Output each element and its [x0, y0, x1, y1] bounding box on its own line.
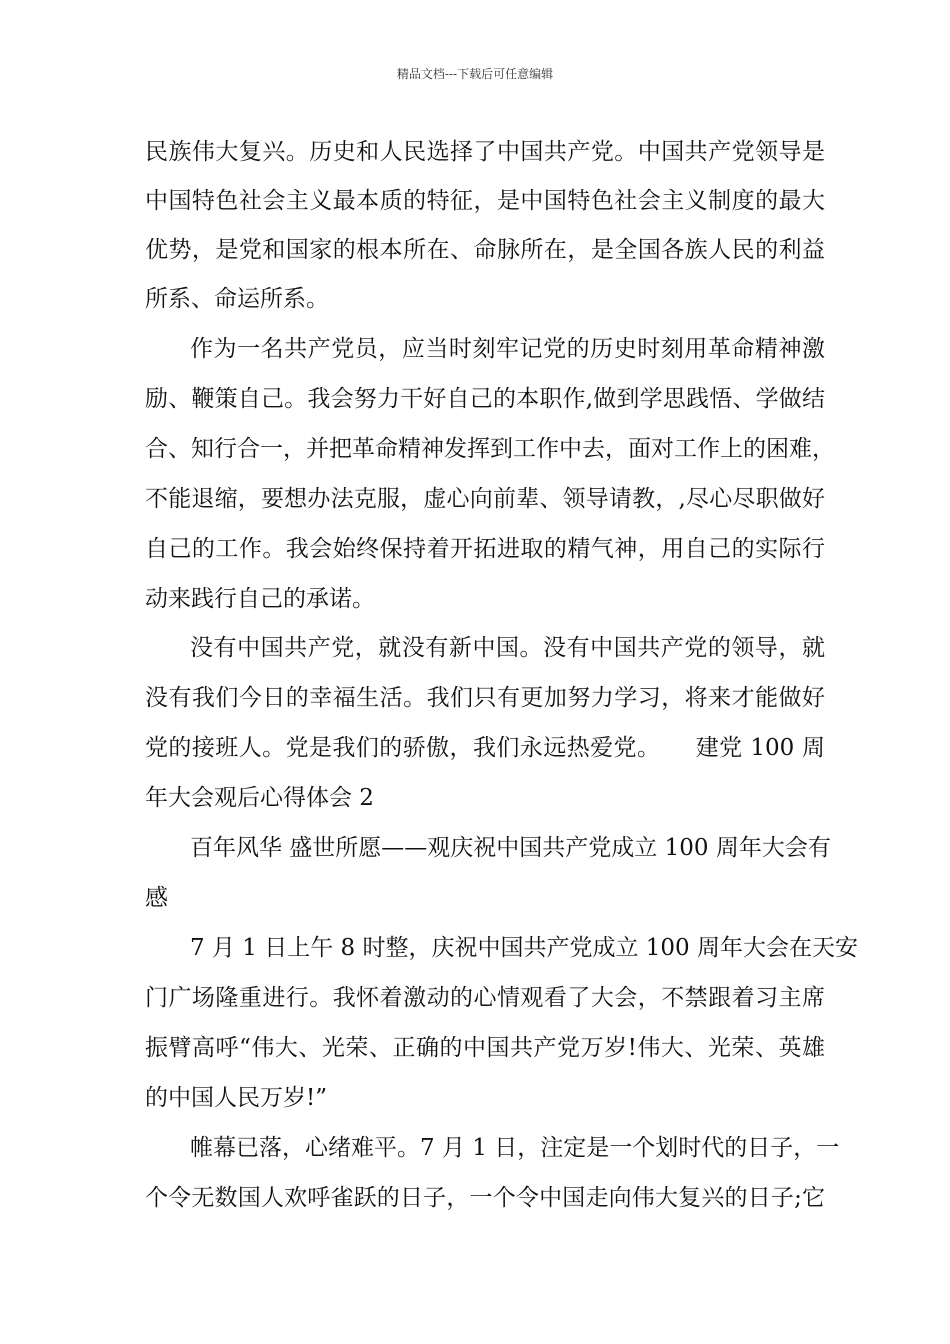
- text-line: 的中国人民万岁!”: [145, 1085, 328, 1111]
- text-line: 励、鞭策自己。我会努力干好自己的本职作,做到学思践悟、学做结: [145, 386, 825, 412]
- text-line: 优势，是党和国家的根本所在、命脉所在，是全国各族人民的利益: [145, 237, 825, 263]
- text-line: 没有我们今日的幸福生活。我们只有更加努力学习，将来才能做好: [145, 685, 825, 711]
- text-line: 党的接班人。党是我们的骄傲，我们永远热爱党。 建党 100 周: [145, 735, 825, 761]
- text-line: 中国特色社会主义最本质的特征，是中国特色社会主义制度的最大: [145, 188, 825, 214]
- text-line: 合、知行合一，并把革命精神发挥到工作中去，面对工作上的困难，: [145, 436, 835, 462]
- text-line: 民族伟大复兴。历史和人民选择了中国共产党。中国共产党领导是: [145, 139, 825, 165]
- text-line: 年大会观后心得体会 2: [145, 785, 374, 811]
- text-line: 所系、命运所系。: [145, 286, 329, 312]
- text-line: 没有中国共产党，就没有新中国。没有中国共产党的领导，就: [190, 635, 825, 661]
- text-line: 不能退缩，要想办法克服，虚心向前辈、领导请教，,尽心尽职做好: [145, 486, 825, 512]
- text-line: 感: [145, 885, 168, 911]
- text-line: 百年风华 盛世所愿——观庆祝中国共产党成立 100 周年大会有: [190, 835, 831, 861]
- page-header: 精品文档---下载后可任意编辑: [396, 67, 554, 81]
- text-line: 自己的工作。我会始终保持着开拓进取的精气神，用自己的实际行: [145, 536, 825, 562]
- text-line: 振臂高呼“伟大、光荣、正确的中国共产党万岁!伟大、光荣、英雄: [145, 1035, 825, 1061]
- text-line: 个令无数国人欢呼雀跃的日子，一个令中国走向伟大复兴的日子;它: [145, 1185, 825, 1211]
- text-line: 作为一名共产党员，应当时刻牢记党的历史时刻用革命精神激: [190, 336, 825, 362]
- text-line: 动来践行自己的承诺。: [145, 586, 375, 612]
- text-line: 帷幕已落，心绪难平。7 月 1 日，注定是一个划时代的日子，一: [190, 1135, 840, 1161]
- text-line: 门广场隆重进行。我怀着激动的心情观看了大会，不禁跟着习主席: [145, 985, 825, 1011]
- text-line: 7 月 1 日上午 8 时整，庆祝中国共产党成立 100 周年大会在天安: [190, 935, 858, 961]
